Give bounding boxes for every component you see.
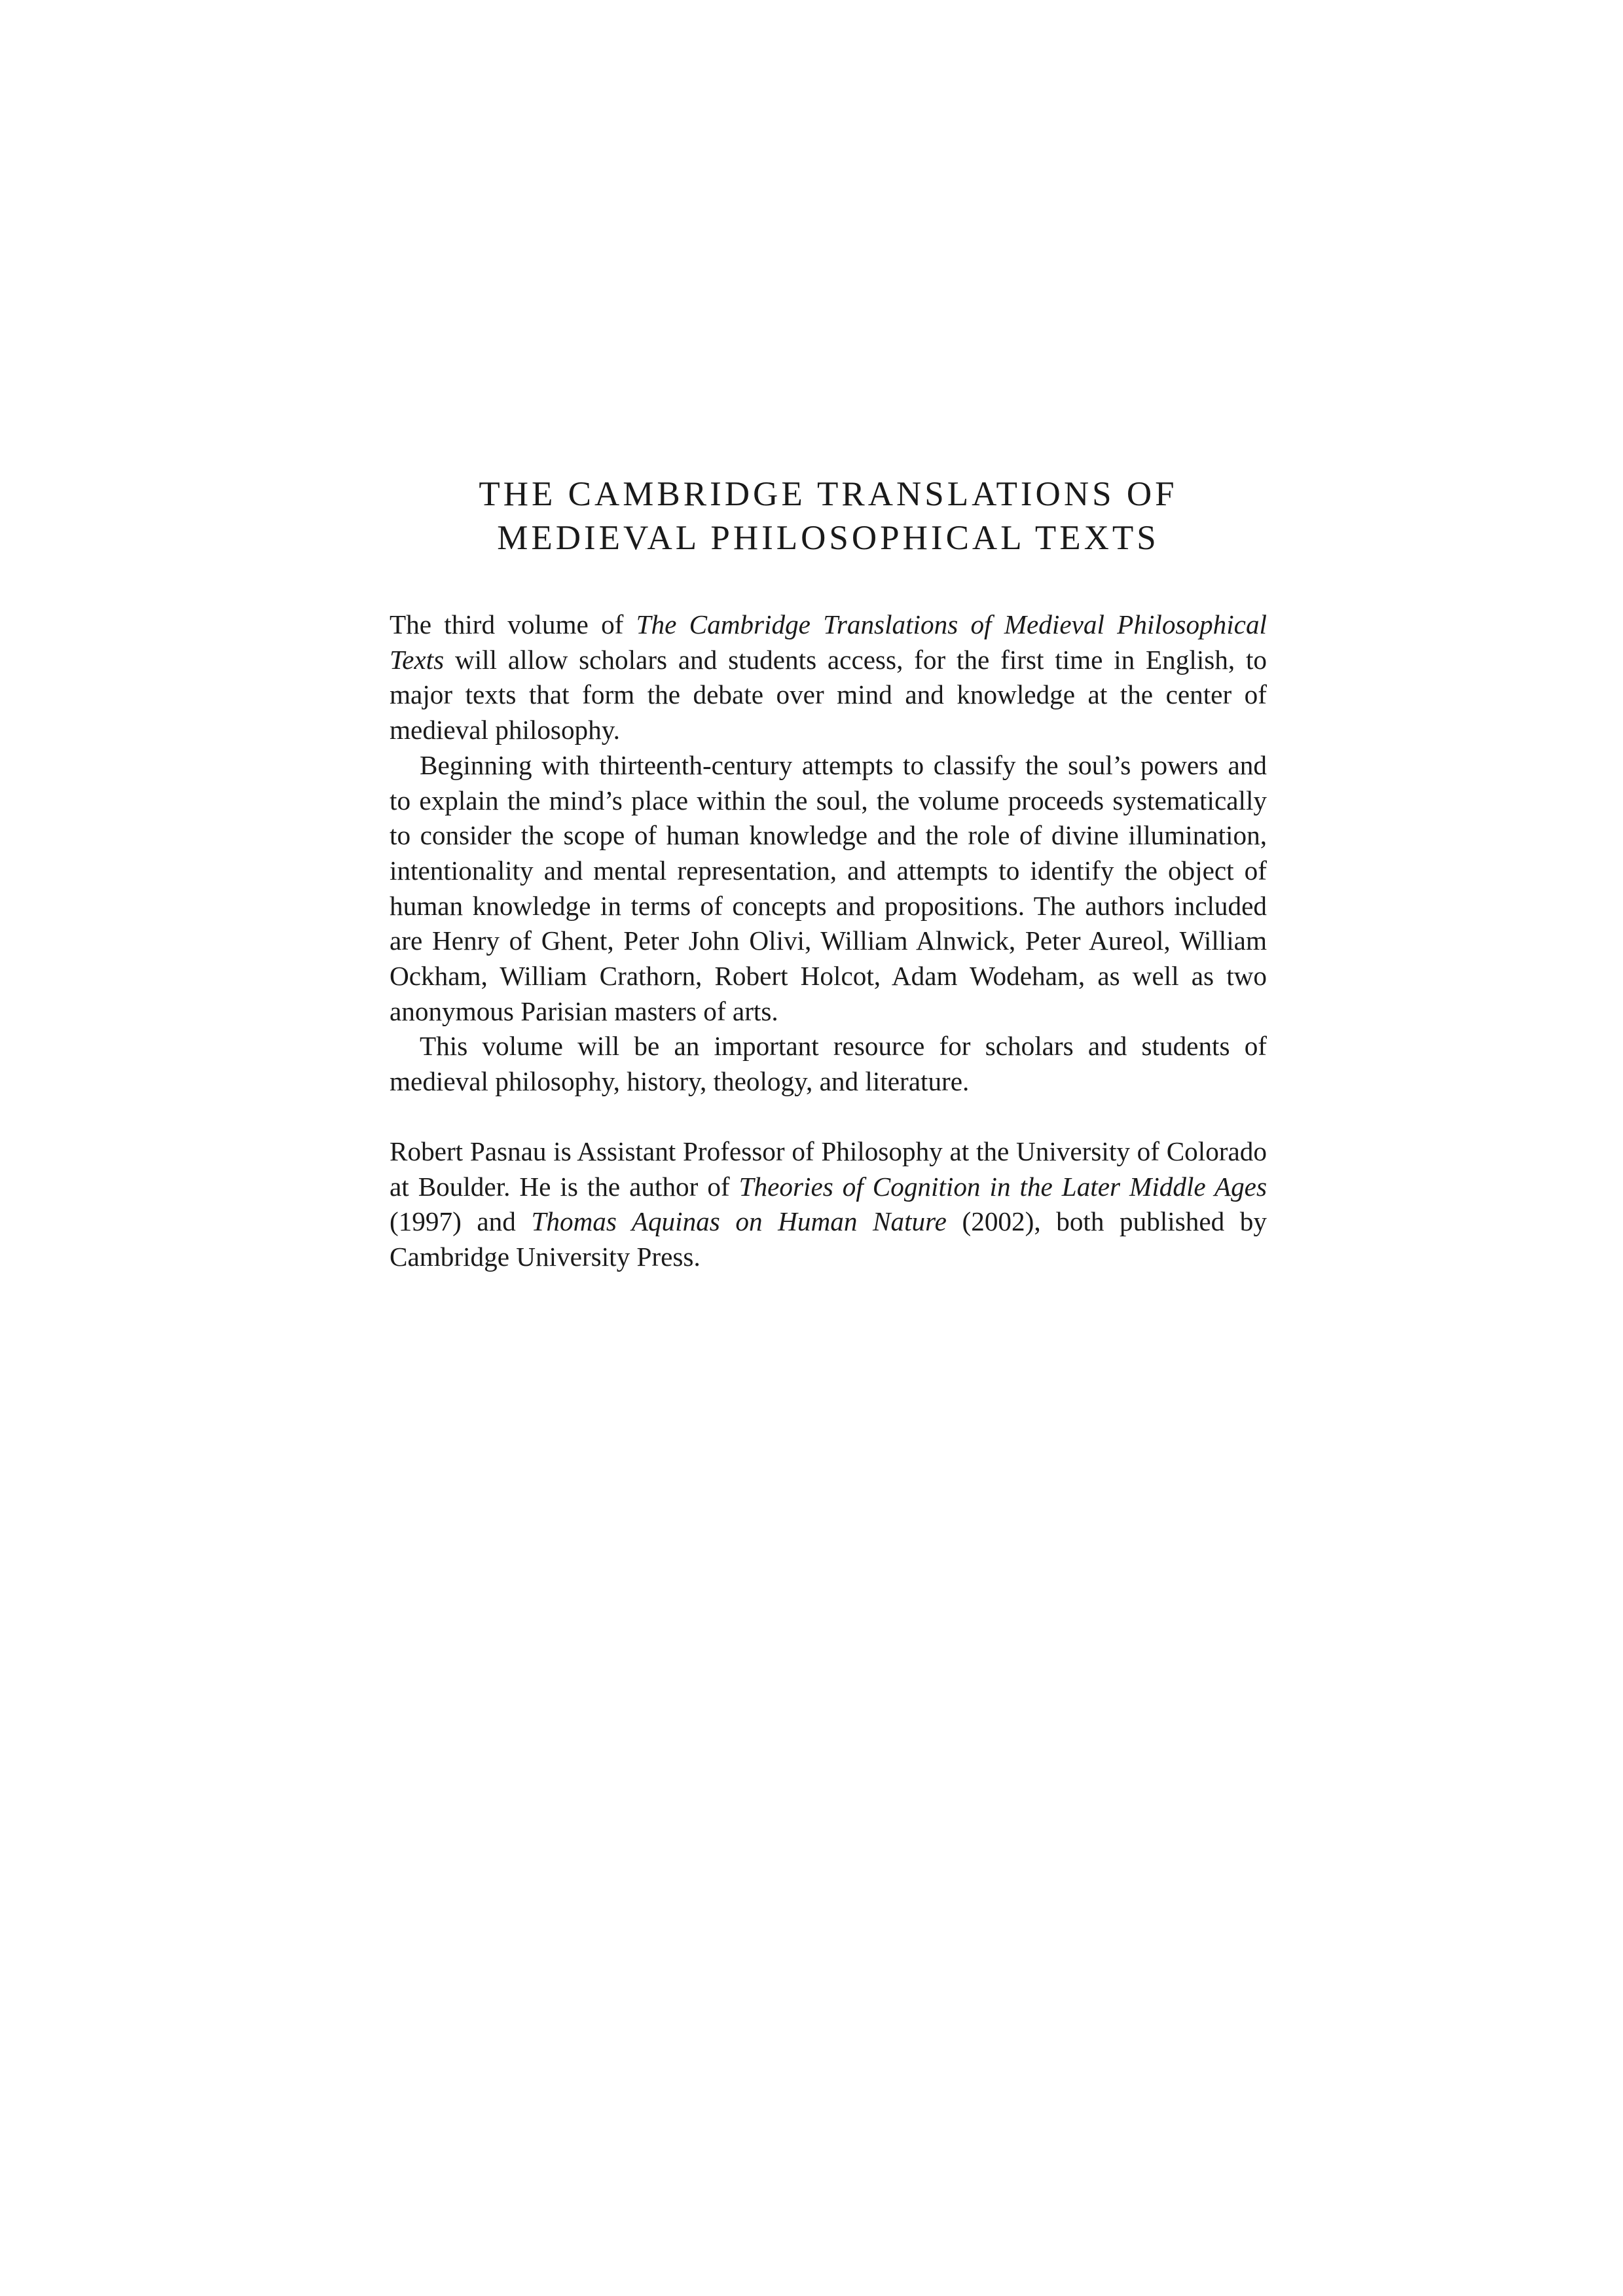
description-paragraph-2: Beginning with thirteenth-century attempts to classify the soul’s powers and to explain the mind’s place within the soul, the volume proceeds systematically to consider the scope of human knowledge and the role of divine illumination, intentionality and mental representation, and attempts to identify the object of human knowledge in terms of concepts and propositions. The authors included are Henry of Ghent, Peter John Olivi, William Alnwick, Peter Aureol, William Ockham, William Crathorn, Robert Holcot, Adam Wodeham, as well as two anonymous Parisian masters of arts.	[390, 749, 1267, 1026]
description-p1-before: The third volume of	[390, 609, 636, 639]
description-paragraph-1	[390, 607, 1267, 748]
series-name-italic: The Cambridge Translations of Medieval Philosophical Texts	[390, 609, 1267, 675]
description-paragraph-3: This volume will be an important resource for scholars and students of medieval philosophy, history, theology, and literature.	[390, 1031, 1267, 1097]
series-title-line-1: THE CAMBRIDGE TRANSLATIONS OF	[479, 475, 1178, 513]
blurb-text	[390, 607, 1267, 1275]
series-title	[390, 473, 1267, 560]
book-title-2: Thomas Aquinas on Human Nature	[531, 1206, 947, 1237]
description-p1-after: will allow scholars and students access, for the first time in English, to major texts that form the debate over mind and knowledge at the center of medieval philosophy.	[390, 644, 1267, 745]
series-title-line-2: MEDIEVAL PHILOSOPHICAL TEXTS	[497, 519, 1159, 557]
author-bio-part-3: (2002), both published by Cambridge University Press.	[390, 1206, 1267, 1272]
author-bio-part-2: (1997) and	[390, 1206, 532, 1237]
author-bio-part-1: Robert Pasnau is Assistant Professor of Philosophy at the University of Colorado at Boulder. He is the author of	[390, 1136, 1267, 1202]
book-title-1: Theories of Cognition in the Later Middle Ages	[739, 1171, 1267, 1202]
author-bio	[390, 1134, 1267, 1275]
